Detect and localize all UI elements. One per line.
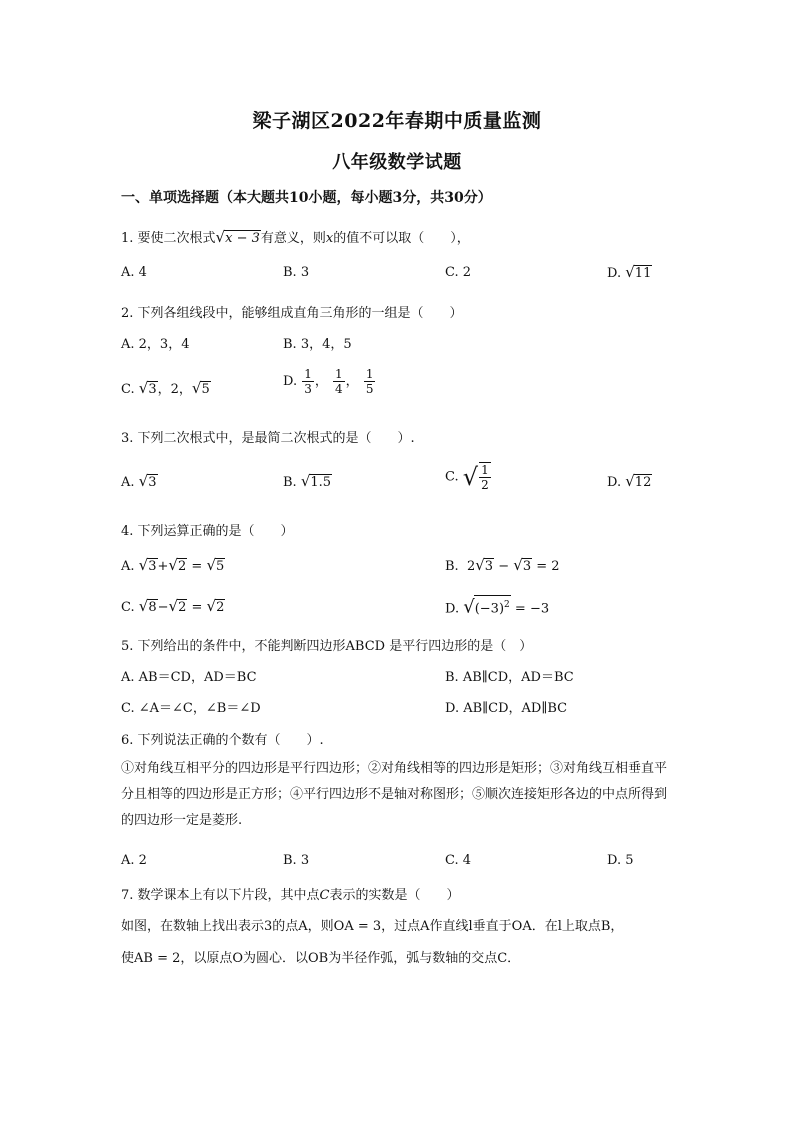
q4-option-d: D. $√(-3)^2 = -3$: [445, 596, 550, 618]
q1-option-b: B. 3: [283, 265, 310, 280]
q3-option-a: A. √3: [121, 472, 157, 490]
q6-option-a: A. 2: [121, 853, 147, 868]
q7-line-1: 如图，在数轴上找出表示3的点A，则OA = 3，过点A作直线l垂直于OA．在l上取点B，: [121, 919, 624, 934]
q3-option-b: B. √1.5: [283, 472, 332, 490]
question-5: 5. 下列给出的条件中，不能判断四边形ABCD 是平行四边形的是（ ）: [121, 639, 533, 654]
q1-option-a: A. 4: [121, 265, 147, 280]
q6-option-d: D. 5: [607, 853, 634, 868]
q6-option-c: C. 4: [445, 853, 472, 868]
question-4: 4. 下列运算正确的是（ ）: [121, 524, 294, 539]
q4-option-a: A. √3+√2 = √5: [121, 556, 225, 574]
question-3: 3. 下列二次根式中，是最简二次根式的是（ ）.: [121, 431, 415, 446]
q5-option-d: D. AB∥CD，AD∥BC: [445, 701, 568, 716]
q5-option-a: A. AB＝CD，AD＝BC: [121, 670, 257, 685]
q3-option-d: D. √12: [607, 472, 652, 490]
q2-option-a: A. 2，3，4: [121, 337, 190, 352]
q7-line-2: 使AB = 2，以原点O为圆心．以OB为半径作弧，弧与数轴的交点C．: [121, 951, 521, 966]
page-subtitle: 八年级数学试题: [332, 152, 462, 173]
q6-body: ①对角线互相平分的四边形是平行四边形；②对角线相等的四边形是矩形；③对角线互相垂直平分且相等的四边形是正方形；④平行四边形不是轴对称图形；⑤顺次连接矩形各边的中点所得到的四边形一定是菱形.: [121, 761, 668, 828]
q2-option-c: C. √3，2，√5: [121, 379, 210, 397]
q5-option-c: C. ∠A＝∠C，∠B＝∠D: [121, 701, 261, 716]
question-7: 7. 数学课本上有以下片段，其中点C表示的实数是（ ）: [121, 888, 460, 903]
q2-option-d: D. $\frac{1}{3}$ ， $\frac{1}{4}$ ， $\frac{1}{5}$: [283, 367, 374, 396]
q5-option-b: B. AB∥CD，AD＝BC: [445, 670, 574, 685]
question-2: 2. 下列各组线段中，能够组成直角三角形的一组是（ ）: [121, 306, 463, 321]
q4-option-b: B. 2√3 − √3 = 2: [445, 556, 560, 574]
q2-option-b: B. 3，4，5: [283, 337, 352, 352]
page-title: 梁子湖区2022年春期中质量监测: [252, 110, 542, 132]
q4-option-c: C. √8−√2 = √2: [121, 597, 225, 615]
q1-option-d: D. √11: [607, 263, 652, 281]
sqrt-expression: √x − 3: [215, 228, 260, 246]
question-1: 1. 要使二次根式√x − 3有意义，则x的值不可以取（ ），: [121, 228, 470, 246]
section-heading: 一、单项选择题（本大题共10小题，每小题3分，共30分）: [121, 190, 492, 206]
q3-option-c: C. √ $\frac{1}{2}$: [445, 463, 489, 492]
q6-option-b: B. 3: [283, 853, 310, 868]
q1-option-c: C. 2: [445, 265, 472, 280]
question-6: 6. 下列说法正确的个数有（ ）.: [121, 733, 324, 748]
